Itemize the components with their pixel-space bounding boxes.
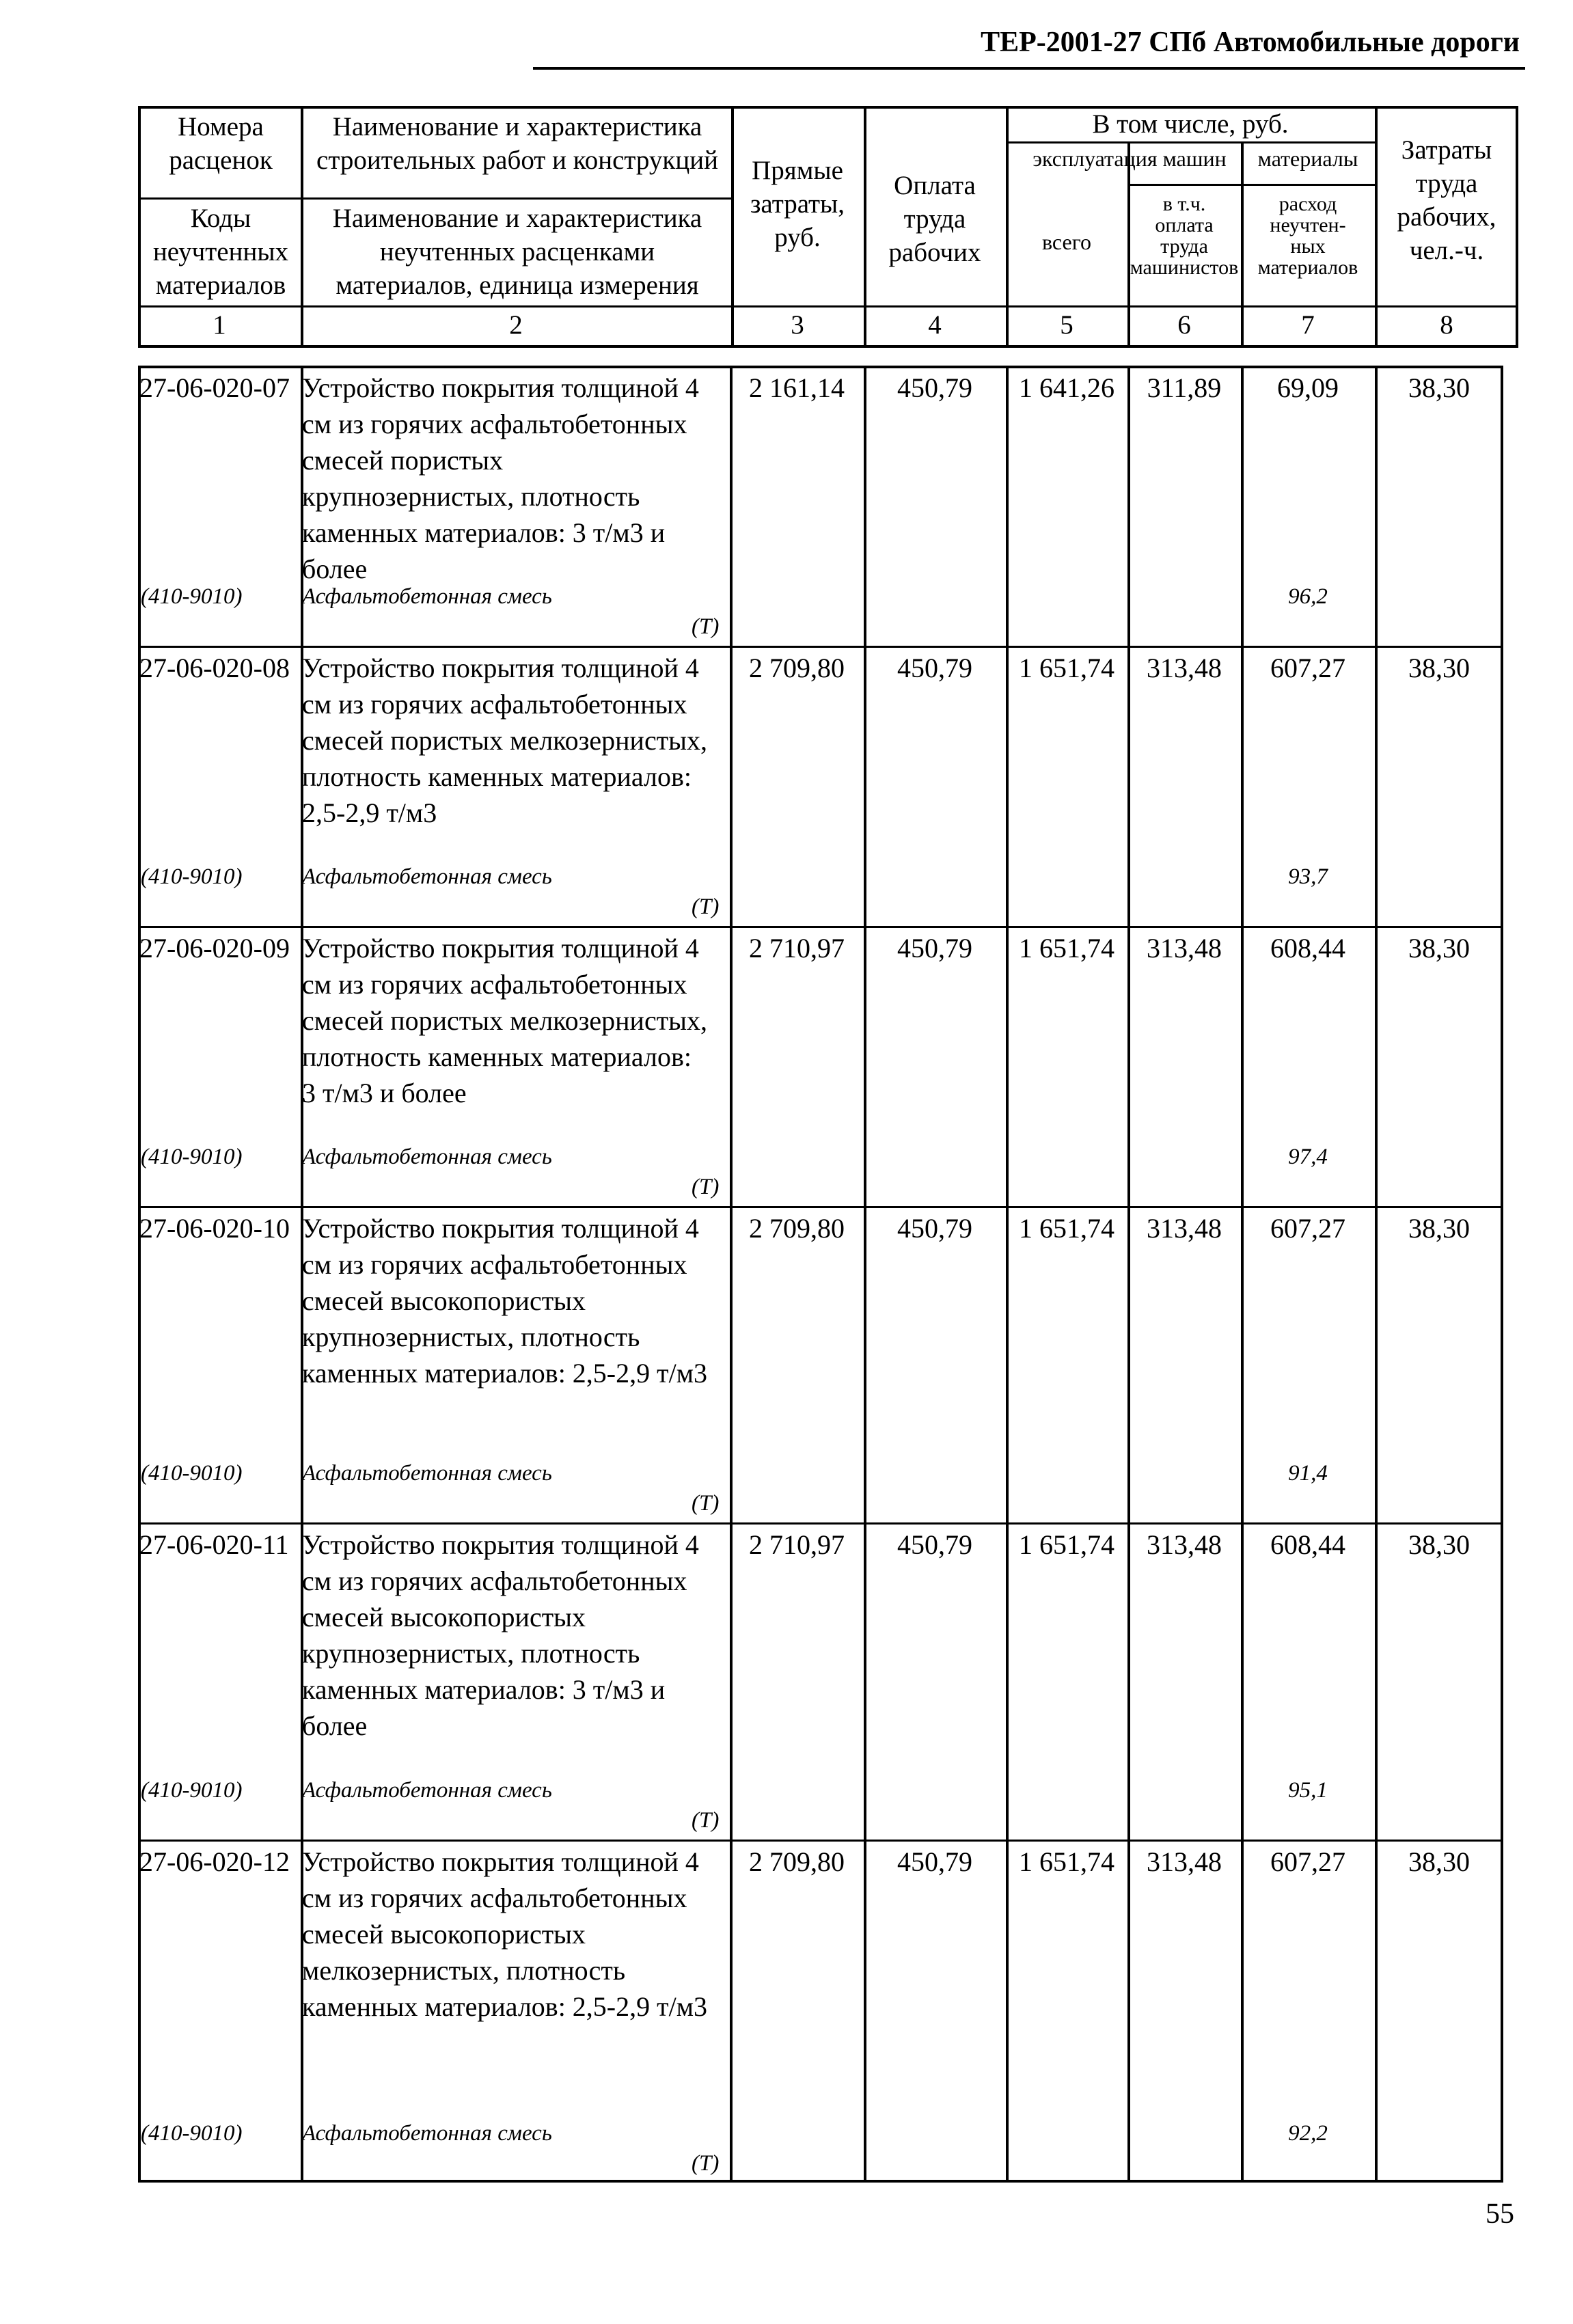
work-description [302, 930, 734, 1111]
table-row [138, 1206, 1503, 1522]
direct-costs-value: 2 709,80 [749, 653, 845, 683]
material-unit-mark: (Т) [692, 1808, 720, 1833]
header-machinists-pay-line: труда [1160, 235, 1208, 258]
material-code: (410-9010) [141, 1778, 243, 1803]
table-row [138, 1522, 1503, 1840]
work-description-line: Устройство покрытия толщиной 4 [302, 653, 699, 683]
table-row [138, 1840, 1503, 2183]
work-description-line: каменных материалов: 3 т/м3 и [302, 517, 666, 548]
direct-costs-value: 2 710,97 [749, 1529, 845, 1560]
labor-pay-value: 450,79 [897, 1529, 972, 1560]
header-rate-numbers-line: Номера [178, 112, 264, 141]
work-description-line: см из горячих асфальтобетонных [302, 969, 687, 1000]
header-machinists-pay-line: оплата [1155, 214, 1214, 236]
header-column-number: 6 [1177, 310, 1191, 340]
materials-value: 69,09 [1277, 372, 1339, 403]
labor-hours-value: 38,30 [1408, 1213, 1470, 1244]
rate-code: 27-06-020-08 [139, 653, 290, 683]
material-quantity: 97,4 [1288, 1145, 1328, 1169]
header-machines-total-line: всего [1041, 230, 1092, 254]
rate-code: 27-06-020-11 [139, 1529, 289, 1560]
header-column-number: 5 [1060, 310, 1073, 340]
work-description-line: крупнозернистых, плотность [302, 1638, 640, 1669]
materials-value: 607,27 [1270, 1846, 1345, 1877]
header-column-number: 8 [1440, 310, 1453, 340]
header-labor-pay-line: рабочих [888, 238, 981, 267]
header-machines-line: эксплуатация машин [1032, 146, 1227, 171]
materials-value: 607,27 [1270, 653, 1345, 683]
work-description-line: смесей высокопористых [302, 1602, 586, 1632]
direct-costs-value: 2 710,97 [749, 933, 845, 963]
header-material-name-line: неучтенных расценками [379, 237, 655, 266]
materials-value: 608,44 [1270, 933, 1345, 963]
work-description-line: плотность каменных материалов: [302, 1041, 692, 1072]
labor-pay-value: 450,79 [897, 933, 972, 963]
work-description-line: Устройство покрытия толщиной 4 [302, 1213, 699, 1244]
header-material-codes-line: материалов [155, 271, 286, 300]
materials-value: 608,44 [1270, 1529, 1345, 1560]
header-group-title [1006, 107, 1375, 141]
material-code: (410-9010) [141, 2121, 243, 2146]
work-description-line: смесей высокопористых [302, 1285, 586, 1316]
header-direct-costs-line: затраты, [750, 189, 845, 219]
table-rule [138, 305, 1518, 307]
labor-pay-value: 450,79 [897, 653, 972, 683]
header-column-number: 3 [791, 310, 804, 340]
work-description-line: см из горячих асфальтобетонных [302, 1883, 687, 1913]
header-unaccounted-materials [1241, 193, 1375, 278]
table-rule [1127, 184, 1375, 186]
materials-value: 607,27 [1270, 1213, 1345, 1244]
material-code: (410-9010) [141, 1145, 243, 1169]
work-description-line: смесей пористых мелкозернистых, [302, 725, 708, 756]
work-description [302, 1527, 734, 1744]
header-column-number: 7 [1301, 310, 1315, 340]
work-description-line: см из горячих асфальтобетонных [302, 689, 687, 720]
header-labor-hours-line: труда [1415, 169, 1478, 198]
header-rate-numbers-line: расценок [169, 146, 273, 175]
work-description-line: плотность каменных материалов: [302, 761, 692, 792]
material-name: Асфальтобетонная смесь [302, 584, 552, 609]
page-number: 55 [1486, 2198, 1514, 2230]
header-rule [533, 67, 1525, 70]
work-description [302, 1210, 734, 1391]
table-row [138, 646, 1503, 926]
header-labor-pay [864, 169, 1006, 269]
material-code: (410-9010) [141, 864, 243, 889]
rate-code: 27-06-020-12 [139, 1846, 290, 1877]
machines-total-value: 1 651,74 [1019, 1846, 1114, 1877]
header-work-name-line: Наименование и характеристика [332, 112, 702, 141]
header-labor-hours-line: чел.-ч. [1409, 236, 1484, 265]
work-description-line: см из горячих асфальтобетонных [302, 409, 687, 439]
labor-hours-value: 38,30 [1408, 1529, 1470, 1560]
material-name: Асфальтобетонная смесь [302, 1778, 552, 1803]
material-name: Асфальтобетонная смесь [302, 2121, 552, 2146]
material-code: (410-9010) [141, 1461, 243, 1486]
header-unaccounted-materials-line: ных [1290, 235, 1326, 258]
header-work-name-line: строительных работ и конструкций [316, 146, 718, 175]
header-machinists-pay-line: машинистов [1130, 256, 1239, 279]
work-description-line: см из горячих асфальтобетонных [302, 1566, 687, 1596]
header-work-name [303, 110, 731, 177]
header-material-name-line: Наименование и характеристика [332, 204, 702, 233]
header-labor-hours [1375, 133, 1518, 267]
work-description-line: см из горячих асфальтобетонных [302, 1249, 687, 1280]
header-material-name [303, 202, 731, 302]
material-unit-mark: (Т) [692, 894, 720, 919]
material-name: Асфальтобетонная смесь [302, 864, 552, 889]
header-direct-costs-line: Прямые [752, 156, 843, 185]
machinists-pay-value: 313,48 [1147, 1846, 1222, 1877]
material-unit-mark: (Т) [692, 614, 720, 639]
material-quantity: 93,7 [1288, 864, 1328, 889]
header-material-codes-line: неучтенных [152, 237, 289, 266]
header-direct-costs-line: руб. [774, 223, 821, 252]
header-unaccounted-materials-line: расход [1278, 193, 1337, 215]
header-materials-line: материалы [1257, 146, 1358, 171]
header-labor-hours-line: рабочих, [1397, 202, 1496, 232]
header-column-number: 2 [509, 310, 523, 340]
table-rule [138, 197, 731, 200]
work-description-line: 3 т/м3 и более [302, 1078, 467, 1108]
work-description-line: Устройство покрытия толщиной 4 [302, 1846, 699, 1877]
material-unit-mark: (Т) [692, 1491, 720, 1516]
header-material-codes [141, 202, 301, 302]
material-quantity: 91,4 [1288, 1461, 1328, 1486]
machines-total-value: 1 651,74 [1019, 1529, 1114, 1560]
material-code: (410-9010) [141, 584, 243, 609]
table-rule [138, 345, 1518, 348]
material-name: Асфальтобетонная смесь [302, 1145, 552, 1169]
work-description [302, 1844, 734, 2025]
work-description-line: Устройство покрытия толщиной 4 [302, 933, 699, 963]
material-quantity: 96,2 [1288, 584, 1328, 609]
labor-hours-value: 38,30 [1408, 1846, 1470, 1877]
work-description [302, 650, 734, 831]
rates-table [138, 366, 1503, 2183]
labor-hours-value: 38,30 [1408, 653, 1470, 683]
header-column-number: 1 [213, 310, 226, 340]
work-description-line: смесей пористых мелкозернистых, [302, 1005, 708, 1036]
header-unaccounted-materials-line: неучтен- [1270, 214, 1346, 236]
work-description-line: крупнозернистых, плотность [302, 1322, 640, 1352]
work-description-line: Устройство покрытия толщиной 4 [302, 1529, 699, 1560]
labor-hours-value: 38,30 [1408, 372, 1470, 403]
work-description-line: крупнозернистых, плотность [302, 481, 640, 512]
header-labor-hours-line: Затраты [1401, 135, 1492, 165]
machines-total-value: 1 651,74 [1019, 1213, 1114, 1244]
work-description-line: каменных материалов: 3 т/м3 и [302, 1674, 666, 1705]
work-description [302, 370, 734, 587]
labor-pay-value: 450,79 [897, 1846, 972, 1877]
header-group-title-line: В том числе, руб. [1092, 109, 1289, 139]
header-material-name-line: материалов, единица измерения [336, 271, 699, 300]
header-rate-numbers [141, 110, 301, 177]
work-description-line: смесей высокопористых [302, 1919, 586, 1950]
machinists-pay-value: 313,48 [1147, 1529, 1222, 1560]
header-direct-costs [731, 154, 864, 254]
direct-costs-value: 2 161,14 [749, 372, 845, 403]
work-description-line: мелкозернистых, плотность [302, 1955, 626, 1986]
material-quantity: 95,1 [1288, 1778, 1328, 1803]
work-description-line: более [302, 553, 368, 584]
header-machines-total [1006, 229, 1127, 255]
table-row [138, 926, 1503, 1206]
machinists-pay-value: 311,89 [1147, 372, 1222, 403]
header-material-codes-line: Коды [190, 204, 251, 233]
material-quantity: 92,2 [1288, 2121, 1328, 2146]
document-header-title: ТЕР-2001-27 СПб Автомобильные дороги [981, 27, 1520, 58]
work-description-line: более [302, 1710, 368, 1741]
material-name: Асфальтобетонная смесь [302, 1461, 552, 1486]
work-description-line: 2,5-2,9 т/м3 [302, 797, 437, 828]
material-unit-mark: (Т) [692, 2151, 720, 2176]
header-column-number: 4 [928, 310, 942, 340]
table-row [138, 366, 1503, 646]
work-description-line: каменных материалов: 2,5-2,9 т/м3 [302, 1358, 708, 1389]
machines-total-value: 1 651,74 [1019, 933, 1114, 963]
rate-code: 27-06-020-10 [139, 1213, 290, 1244]
machinists-pay-value: 313,48 [1147, 1213, 1222, 1244]
table-header [138, 106, 1518, 348]
header-machines [1006, 146, 1253, 172]
machinists-pay-value: 313,48 [1147, 933, 1222, 963]
direct-costs-value: 2 709,80 [749, 1213, 845, 1244]
machines-total-value: 1 651,74 [1019, 653, 1114, 683]
rate-code: 27-06-020-09 [139, 933, 290, 963]
rate-code: 27-06-020-07 [139, 372, 290, 403]
work-description-line: смесей пористых [302, 445, 504, 476]
machines-total-value: 1 641,26 [1019, 372, 1114, 403]
labor-hours-value: 38,30 [1408, 933, 1470, 963]
labor-pay-value: 450,79 [897, 1213, 972, 1244]
header-labor-pay-line: труда [903, 204, 966, 234]
header-unaccounted-materials-line: материалов [1257, 256, 1358, 279]
labor-pay-value: 450,79 [897, 372, 972, 403]
work-description-line: каменных материалов: 2,5-2,9 т/м3 [302, 1991, 708, 2022]
material-unit-mark: (Т) [692, 1175, 720, 1199]
machinists-pay-value: 313,48 [1147, 653, 1222, 683]
header-machinists-pay [1127, 193, 1241, 278]
work-description-line: Устройство покрытия толщиной 4 [302, 372, 699, 403]
header-machinists-pay-line: в т.ч. [1162, 193, 1206, 215]
header-labor-pay-line: Оплата [894, 171, 976, 200]
header-materials [1241, 146, 1375, 172]
direct-costs-value: 2 709,80 [749, 1846, 845, 1877]
